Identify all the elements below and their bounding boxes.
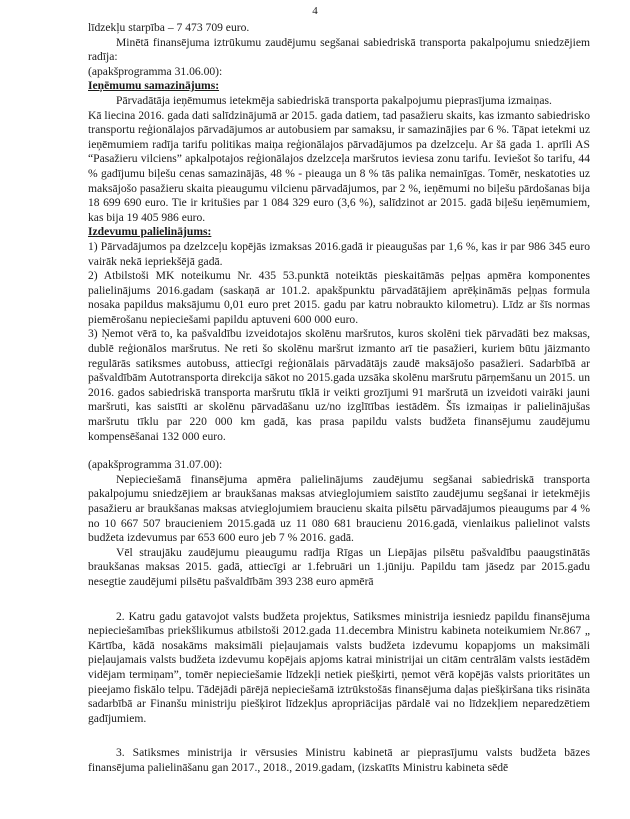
heading-expense-increase: Izdevumu palielinājums: xyxy=(88,225,212,239)
heading-revenue-decrease: Ieņēmumu samazinājums: xyxy=(88,79,220,93)
paragraph-shortfall-intro: Minētā finansējuma iztrūkumu zaudējumu segšanai sabiedriskā transporta pakalpojumu sniedzējiem radīja: xyxy=(88,35,590,64)
paragraph-point-2: 2. Katru gadu gatavojot valsts budžeta projektus, Satiksmes ministrija iesniedz papildu finansējuma nepieciešamības priekšlikumus atbilstoši 2012.gada 11.decembra Ministru kabineta noteikumiem Nr.867 „ Kārtība, kādā nosakāms maksimāli pieļaujamais valsts budžeta izdevumu kopapjoms un maksimāli pieļaujamais valsts budžeta izdevumu kopējais apjoms katrai ministrijai un citām centrālām valsts iestādēm vidējam termiņam”, tomēr nepieciešamie līdzekļi netiek piešķirti, ņemot vērā kopējās valsts prioritātes un pieejamo fiskālo telpu. Tādējādi pārējā nepieciešamā iztrūkstošās finansējuma daļas piešķiršana tiks risināta sadarbībā ar Finanšu ministriju piešķirot līdzekļus apropriācijas pārdalē vai no līdzekļiem neparedzētiem gadījumiem. xyxy=(88,609,590,725)
paragraph-budget-gap: līdzekļu starpība – 7 473 709 euro. xyxy=(88,21,250,34)
paragraph-point-3: 3. Satiksmes ministrija ir vērsusies Ministru kabinetā ar pieprasījumu valsts budžeta bāzes finansējuma palielināšanu gan 2017., 2018., 2019.gadam, (izskatīts Ministru kabineta sēdē xyxy=(88,746,590,774)
paragraph-passenger-data: Kā liecina 2016. gada dati salīdzinājumā ar 2015. gada datiem, tad pasažieru skaits, kas izmanto sabiedrisko transportu reģionālajos pārvadājumos ar autobusiem par samaksu, ir samazinājies par 6 %. Tāpat ietekmi uz ieņēmumiem radīja tarifu politikas maiņa reģionālajos pārvadājumos pa dzelzceļu. Ar šā gada 1. aprīli AS “Pasažieru vilciens” apkalpotajos reģionālajos dzelzceļa maršrutos ieviesa zonu tarifu. Ieviešot šo tarifu, 44 % gadījumu biļešu cenas samazinājās, 48 % - pieauga un 8 % tās palika nemainīgas. Tomēr, neskatoties uz maksājošo pasažieru skaita pieaugumu vilcienu pārvadājumos, par 2 %, ieņēmumi no biļešu pārdošanas bija 18 699 690 euro. Tie ir kritušies par 1 084 329 euro (3,6 %), salīdzinot ar 2015. gadā biļešu ieņēmumiem, kas bija 19 405 986 euro. xyxy=(88,108,590,224)
subprogram-label: (apakšprogramma 31.06.00): xyxy=(88,64,223,78)
list-item-3: 3) Ņemot vērā to, ka pašvaldību izveidotajos skolēnu maršrutos, kuros skolēni tiek pārvadāti bez maksas, dublē reģionālos maršrutus. Ne reti šo skolēnu maršrut izmanto arī tie pasažieri, kuriem būtu jāizmanto regulārās satiksmes autobuss, attiecīgi reģionālais pārvadātājs zaudē maksājošo pasažieri. Sadarbībā ar pašvaldībām Autotransporta direkcija sākot no 2015.gada uzsāka skolēnu maršrutu pārņemšanu un 2015. un 2016. gados sabiedriskā transporta maršrutu tīklā ir veikti grozījumi 91 maršrutā un izveidoti vairāki jauni maršruti, kas saistīti ar skolēnu pārvadāšanu uz/no izglītības iestādēm. Šīs izmaiņas ir palielinājušas maršrutu tīklu par 220 000 km gadā, kas prasa papildu valsts budžeta finansējumu zaudējumu kompensēšanai 132 000 euro. xyxy=(88,327,590,443)
subprogram-label-2: (apakšprogramma 31.07.00): xyxy=(88,458,223,472)
paragraph-demand-change: Pārvadātāja ieņēmumus ietekmēja sabiedriskā transporta pakalpojumu pieprasījuma izmaiņas. xyxy=(116,93,552,107)
page-number: 4 xyxy=(312,5,318,17)
list-item-2: 2) Atbilstoši MK noteikumu Nr. 435 53.punktā noteiktās pieskaitāmās peļņas apmēra komponentes palielinājums 2016.gadam (saskaņā ar 101.2. apakšpunktu pārvadātājiem aprēķināmās peļņas formula nosaka papildus maksājumu 0,01 euro pret 2015. gadu par katru nobraukto kilometru). Līdz ar šīs normas piemērošanu nepieciešami papildu aptuveni 600 000 euro. xyxy=(88,269,590,326)
document-body xyxy=(88,21,590,776)
list-item-1: 1) Pārvadājumos pa dzelzceļu kopējās izmaksas 2016.gadā ir pieaugušas par 1,6 %, kas ir par 986 345 euro vairāk nekā iepriekšējā gadā. xyxy=(88,239,590,268)
paragraph-fare-increase: Vēl straujāku zaudējumu pieaugumu radīja Rīgas un Liepājas pilsētu pašvaldību paaugstinātās braukšanas maksas 2015. gadā, attiecīgi ar 1.februāri un 1.jūniju. Papildu tam jāsedz par 2015.gadu nesegtie zaudējumi pilsētu pašvaldībām 393 238 euro apmērā xyxy=(88,545,590,588)
paragraph-concessions: Nepieciešamā finansējuma apmēra palielinājums zaudējumu segšanai sabiedriskā transporta pakalpojumu sniedzējiem ar braukšanas maksas atvieglojumiem saistīto zaudējumu segšanai ir ietekmējis pasažieru ar braukšanas maksas atvieglojumiem braucienu skaita pilsētu pārvadājumos pieaugums par 4 % no 10 667 507 braucieniem 2015.gadā uz 11 080 681 braucienu 2016.gadā, vienlaikus palielinot valsts budžeta izdevumus par 653 600 euro jeb 7 % 2016. gadā. xyxy=(88,472,590,545)
